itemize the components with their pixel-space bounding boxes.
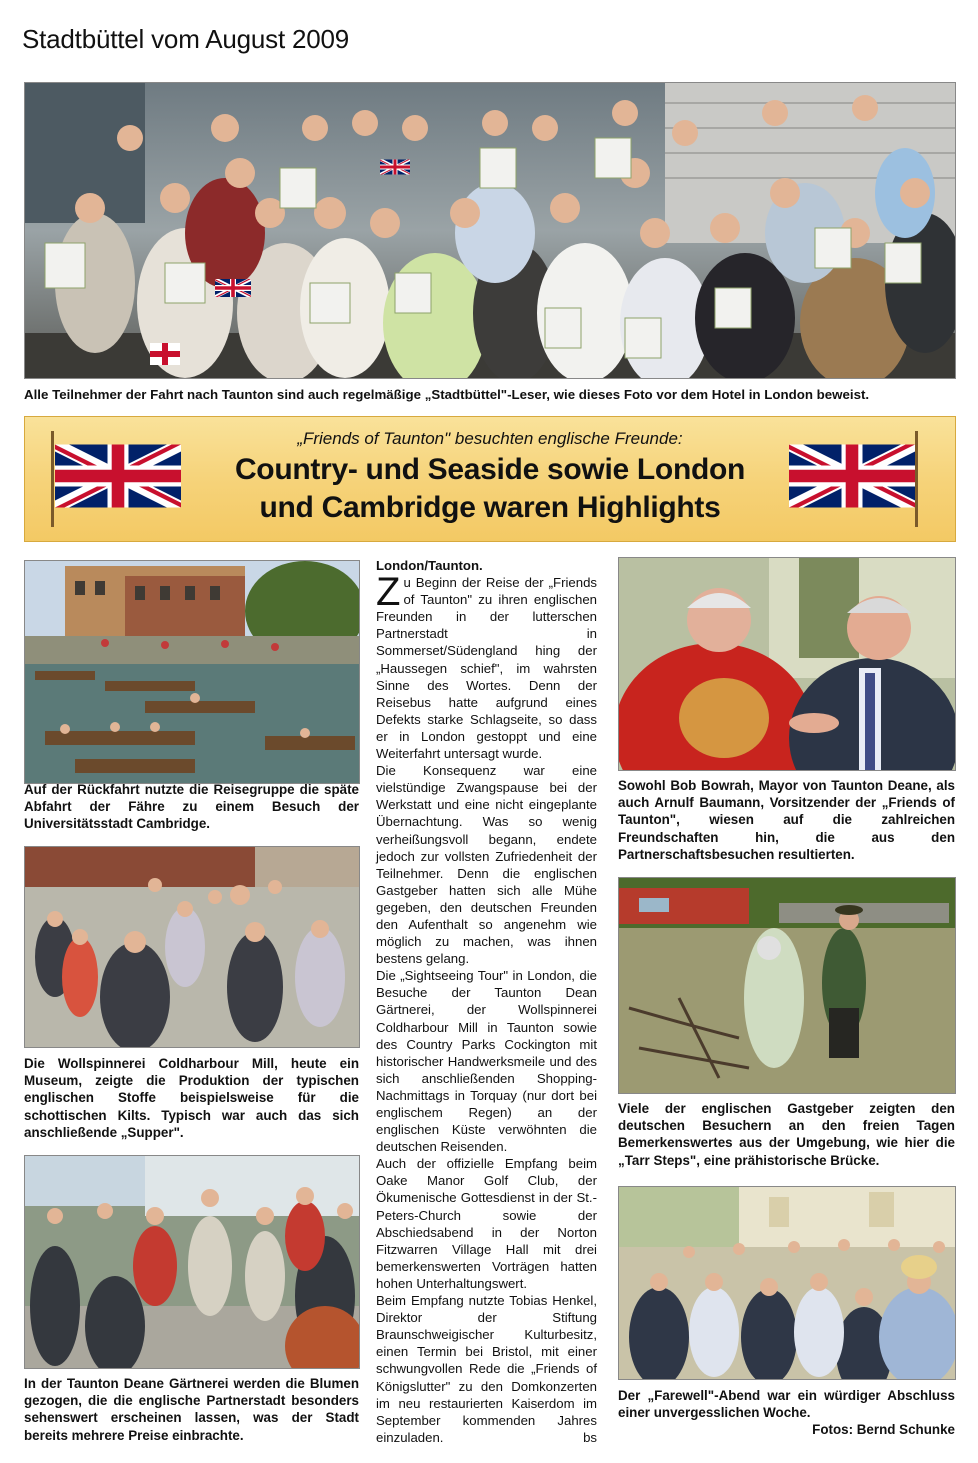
headline-kicker: „Friends of Taunton" besuchten englische Freunde:	[297, 429, 683, 448]
top-photo-caption: Alle Teilnehmer der Fahrt nach Taunton sind auch regelmäßige „Stadtbüttel"-Leser, wie dieses Foto vor dem Hotel in London beweist.	[24, 387, 870, 402]
cambridge-caption: Auf der Rückfahrt nutzte die Reisegruppe die späte Abfahrt der Fähre zu einem Besuch der Universitätsstadt Cambridge.	[24, 782, 359, 832]
farewell-caption: Der „Farewell"-Abend war ein würdiger Abschluss einer unvergesslichen Woche.	[618, 1388, 955, 1421]
mayor-photo	[618, 557, 956, 771]
union-jack-left-icon	[47, 429, 187, 529]
article-paragraph: Die Konsequenz war eine vielstündige Zwangspause bei der Werkstatt und eine nicht eingeplante Übernachtung. Was so wenig verheißungsvoll begann, endete jedoch zur vollsten Zufriedenheit der Teilnehmer. Denn die englischen Gastgeber hatten sich alle Mühe gegeben, den deutschen Freunden den Aufenthalt so angenehm wie möglich zu machen, was ihnen bestens gelang.	[376, 763, 597, 967]
page-title: Stadtbüttel vom August 2009	[22, 24, 350, 54]
union-jack-right-icon	[787, 429, 927, 529]
group-photo	[24, 82, 956, 379]
tarr-steps-caption: Viele der englischen Gastgeber zeigten den deutschen Besuchern an den freien Tagen Bemerkenswertes aus der Umgebung, wie hier die „Tarr Steps", eine prähistorische Brücke.	[618, 1101, 955, 1168]
cambridge-photo	[24, 560, 360, 784]
article-paragraph: Beim Empfang nutzte Tobias Henkel, Direktor der Stiftung Braunschweigischer Kulturbesitz, einen Termin bei Bristol, mit einer schwungvollen Rede die „Friends of Königslutter" zu den Domkonzerten im neu restaurierten Kaiserdom im September kommenden Jahres einzuladen. bs	[376, 1293, 597, 1445]
article-body	[376, 557, 597, 1446]
nursery-caption: In der Taunton Deane Gärtnerei werden die Blumen gezogen, die die englische Partnerstadt besonders sehenswert erscheinen lassen, was der Stadt bereits mehrere Preise einbrachte.	[24, 1376, 359, 1443]
coldharbour-mill-photo	[24, 846, 360, 1048]
headline-line-1: Country- und Seaside sowie London	[234, 453, 746, 486]
headline-banner	[24, 416, 956, 542]
mayor-caption: Sowohl Bob Bowrah, Mayor von Taunton Deane, als auch Arnulf Baumann, Vorsitzender der „Friends of Taunton", wiesen auf die zahlreichen Freundschaften hin, die aus den Partnerschaftsbesuchen resultierten.	[618, 778, 955, 862]
article-paragraph: Die „Sightseeing Tour" in London, die Besuche der Taunton Dean Gärtnerei, der Wollspinnerei Coldharbour Mill in Taunton sowie des Country Parks Cockington mit historischer Handwerksmeile und des sich anschließenden Shopping-Nachmittags in Torquay (nur dort bei englischem Regen) an der englischen Küste verwöhnten die deutschen Reisenden.	[376, 968, 597, 1155]
article-signature: bs	[583, 1429, 597, 1445]
farewell-photo	[618, 1186, 956, 1380]
headline-line-2: und Cambridge waren Highlights	[259, 491, 721, 524]
nursery-photo	[24, 1155, 360, 1369]
article-dateline: London/Taunton.	[376, 558, 483, 573]
photo-credit: Fotos: Bernd Schunke	[812, 1422, 955, 1437]
coldharbour-caption: Die Wollspinnerei Coldharbour Mill, heute ein Museum, zeigte die Produktion der typischen englischen Stoffe beispielsweise für die schottischen Kilts. Typisch war auch das sich anschließende „Supper".	[24, 1056, 359, 1140]
article-paragraph: u Beginn der Reise der „Friends of Taunton" zu ihren englischen Freunden in der lutterschen Partnerstadt in Sommerset/Südengland hing der „Haussegen schief", im wahrsten Sinne des Wortes. Denn der Reisebus hatte aufgrund eines Defekts starke Schlagseite, so dass er in London gestoppt und eine Weiterfahrt untersagt wurde.	[376, 575, 597, 762]
article-paragraph: Auch der offizielle Empfang beim Oake Manor Golf Club, der Ökumenische Gottesdienst in der St.-Peters-Church sowie der Abschiedsabend in der Norton Fitzwarren Village Hall mit drei bemerkenswerten Vorträgen hatten hohen Unterhaltungswert.	[376, 1156, 597, 1291]
tarr-steps-photo	[618, 877, 956, 1094]
article-dropcap: Z	[376, 570, 401, 615]
